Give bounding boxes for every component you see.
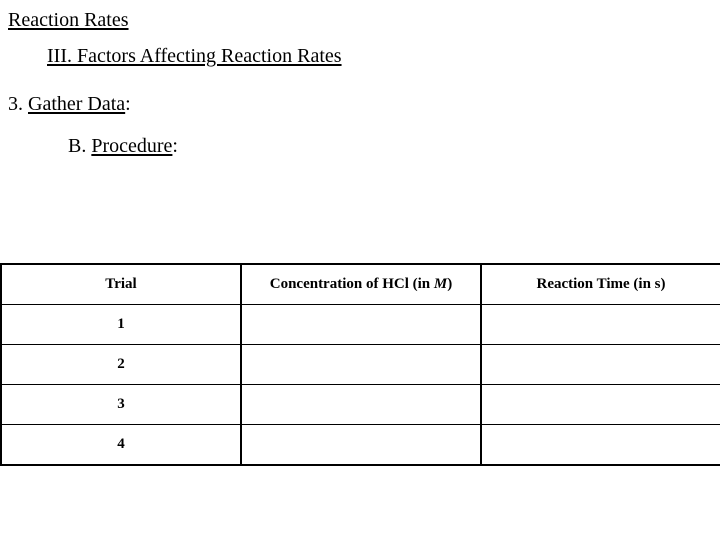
trial-cell: 3 <box>1 385 241 425</box>
table-header-row <box>1 264 720 305</box>
substep-colon: : <box>172 135 178 157</box>
time-cell <box>481 305 720 345</box>
table-row <box>1 425 720 466</box>
section-heading <box>47 44 342 68</box>
concentration-cell <box>241 305 481 345</box>
concentration-cell <box>241 385 481 425</box>
title-text: Reaction Rates <box>8 9 129 31</box>
time-cell <box>481 345 720 385</box>
table-row <box>1 385 720 425</box>
header-trial: Trial <box>1 264 241 305</box>
trial-cell: 1 <box>1 305 241 345</box>
table-row <box>1 305 720 345</box>
page-title <box>8 8 129 32</box>
step-colon: : <box>125 93 131 115</box>
trial-cell: 4 <box>1 425 241 466</box>
header-concentration-prefix: Concentration of HCl (in <box>269 276 434 292</box>
concentration-cell <box>241 345 481 385</box>
subtitle-text: III. Factors Affecting Reaction Rates <box>47 45 342 67</box>
header-time: Reaction Time (in s) <box>481 264 720 305</box>
step-heading <box>8 92 131 116</box>
header-concentration <box>241 264 481 305</box>
time-cell <box>481 425 720 466</box>
header-concentration-unit: M <box>433 276 448 292</box>
substep-heading <box>68 134 178 158</box>
step-label: Gather Data <box>28 93 126 115</box>
table-row <box>1 345 720 385</box>
step-number: 3. <box>8 93 28 115</box>
time-cell <box>481 385 720 425</box>
header-concentration-suffix: ) <box>447 276 453 292</box>
trial-cell: 2 <box>1 345 241 385</box>
substep-letter: B. <box>68 135 92 157</box>
data-table <box>0 263 720 466</box>
concentration-cell <box>241 425 481 466</box>
substep-label: Procedure <box>91 135 173 157</box>
